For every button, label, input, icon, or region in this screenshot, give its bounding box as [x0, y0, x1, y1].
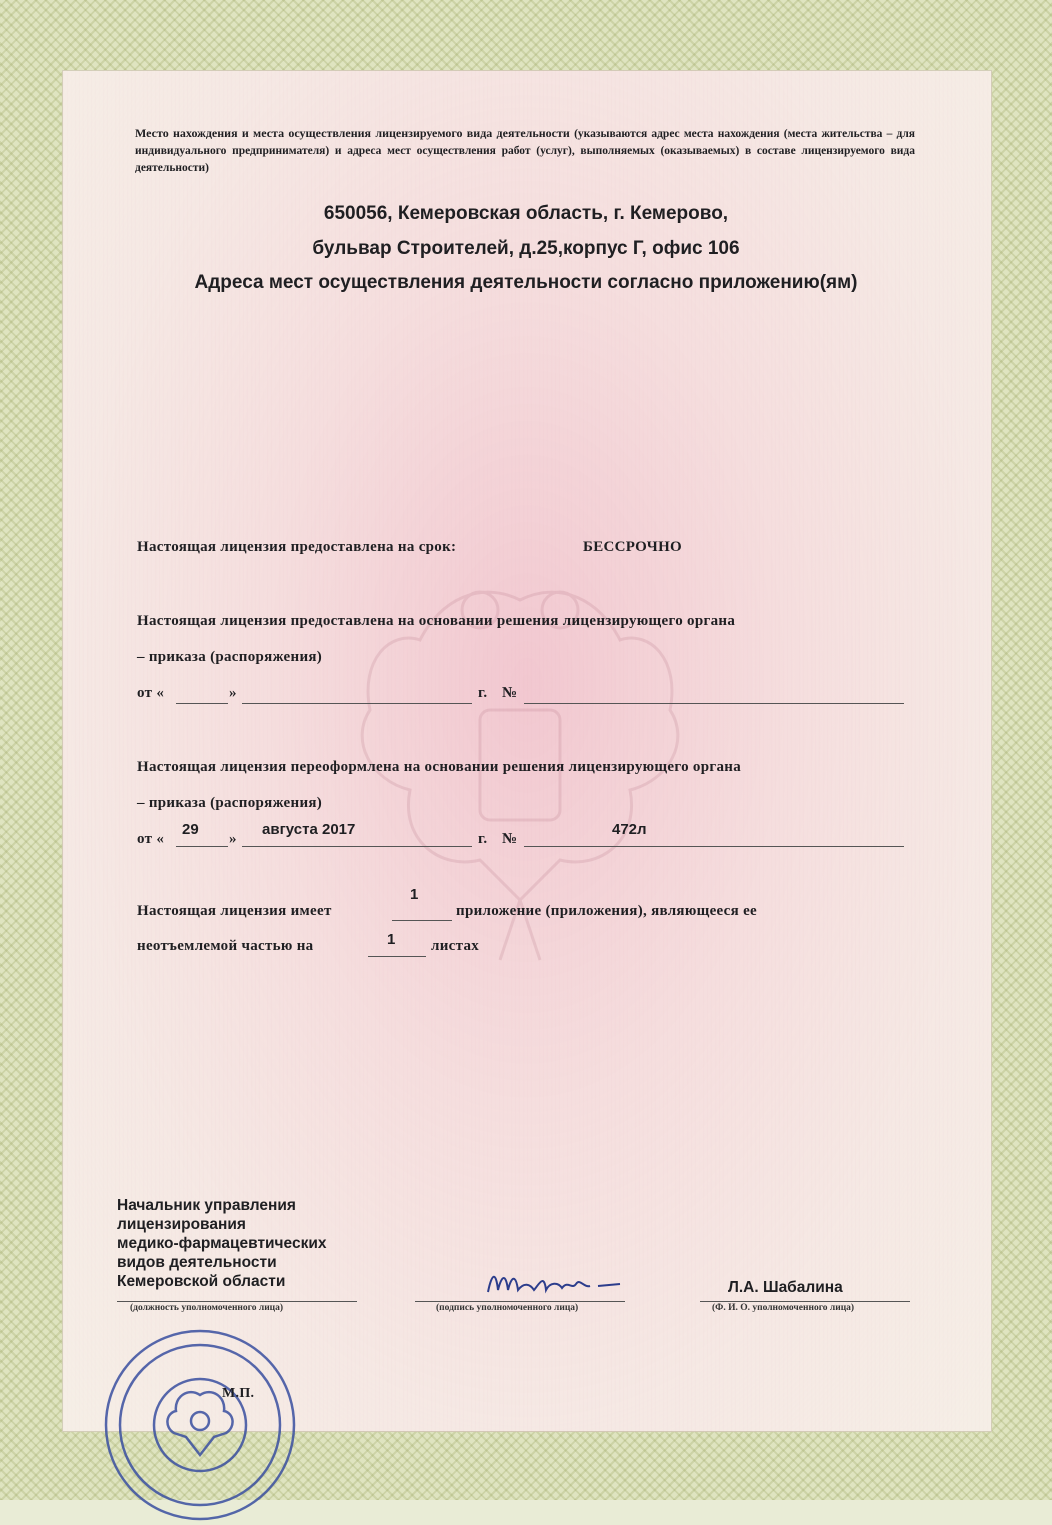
reissued-line-2: – приказа (распоряжения)	[137, 795, 323, 811]
appendix-part-1: Настоящая лицензия имеет	[137, 903, 332, 919]
granted-month-line	[242, 703, 472, 704]
reissued-no: №	[502, 831, 518, 847]
reissued-from: от «	[137, 831, 165, 847]
caption-name: (Ф. И. О. уполномоченного лица)	[712, 1303, 855, 1313]
granted-day-line	[176, 703, 228, 704]
granted-number-line	[524, 703, 904, 704]
header-block	[135, 125, 915, 176]
signer-name: Л.А. Шабалина	[728, 1279, 843, 1296]
reissued-close: »	[229, 831, 237, 847]
position-line	[117, 1301, 357, 1302]
signature-icon	[480, 1262, 630, 1302]
reissued-year: г.	[478, 831, 488, 847]
reissued-day-line	[176, 846, 228, 847]
granted-line-2: – приказа (распоряжения)	[137, 649, 323, 665]
address-line-2: бульвар Строителей, д.25,корпус Г, офис 106	[312, 238, 740, 259]
appendix-part-2: приложение (приложения), являющееся ее	[456, 903, 758, 919]
granted-line-1: Настоящая лицензия предоставлена на основании решения лицензирующего органа	[137, 613, 736, 629]
reissued-day: 29	[182, 821, 199, 838]
granted-close: »	[229, 685, 237, 701]
granted-year: г.	[478, 685, 488, 701]
sheets-part-1: неотъемлемой частью на	[137, 938, 314, 954]
signer-title-line: Начальник управления	[117, 1197, 296, 1214]
signer-title-line: лицензирования	[117, 1216, 246, 1233]
reissued-line-1: Настоящая лицензия переоформлена на основании решения лицензирующего органа	[137, 759, 742, 775]
signature-line	[415, 1301, 625, 1302]
header-note: (указываются адрес места нахождения (места жительства – для индивидуального предпринимателя) и адреса мест осуществления работ (услуг), выполняемых (оказываемых) в составе лицензируемого вида деятельности)	[135, 128, 916, 174]
term-value: БЕССРОЧНО	[583, 539, 682, 555]
name-line	[700, 1301, 910, 1302]
stamp-mark: М.П.	[222, 1386, 255, 1401]
reissued-month-line	[242, 846, 472, 847]
appendix-count: 1	[410, 886, 419, 903]
caption-position: (должность уполномоченного лица)	[130, 1303, 284, 1313]
header-title: Место нахождения и места осуществления лицензируемого вида деятельности	[135, 126, 570, 140]
signer-title-line: Кемеровской области	[117, 1273, 286, 1290]
reissued-number-line	[524, 846, 904, 847]
signer-title-line: медико-фармацевтических	[117, 1235, 327, 1252]
appendix-count-line	[392, 920, 452, 921]
granted-from: от «	[137, 685, 165, 701]
term-label: Настоящая лицензия предоставлена на срок:	[137, 539, 457, 555]
sheets-part-2: листах	[431, 938, 480, 954]
address-line-1: 650056, Кемеровская область, г. Кемерово,	[323, 203, 729, 224]
reissued-number: 472л	[612, 821, 647, 838]
granted-no: №	[502, 685, 518, 701]
stamp-icon	[100, 1325, 300, 1525]
signer-title	[117, 1196, 437, 1291]
sheets-count-line	[368, 956, 426, 957]
address-note: Адреса мест осуществления деятельности согласно приложению(ям)	[194, 272, 858, 293]
reissued-month-year: августа 2017	[262, 821, 356, 838]
signer-title-line: видов деятельности	[117, 1254, 277, 1271]
sheets-count: 1	[387, 931, 396, 948]
caption-signature: (подпись уполномоченного лица)	[436, 1303, 579, 1313]
